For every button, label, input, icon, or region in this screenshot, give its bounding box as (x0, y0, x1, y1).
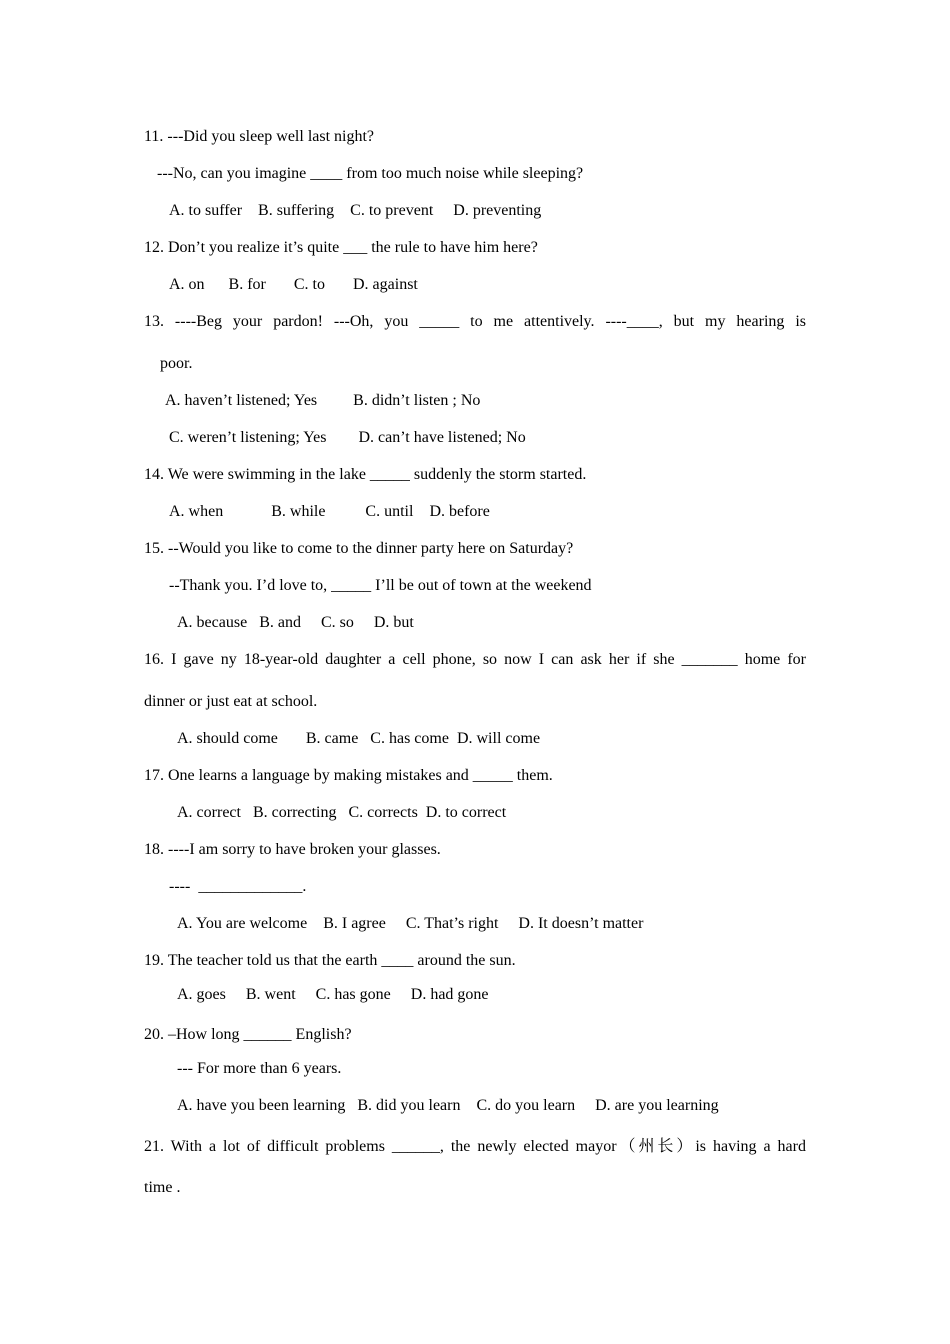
question-11-line2: ---No, can you imagine ____ from too much noise while sleeping? (157, 165, 584, 182)
question-20-stem: 20. –How long ______ English? (144, 1026, 352, 1043)
question-21-stem: 21. With a lot of difficult problems ______, the newly elected mayor（州长）is having a hard (144, 1138, 806, 1155)
question-16-continuation: dinner or just eat at school. (144, 693, 318, 710)
question-14-options: A. when B. while C. until D. before (169, 503, 490, 520)
question-17-stem: 17. One learns a language by making mistakes and _____ them. (144, 767, 553, 784)
question-15-line2: --Thank you. I’d love to, _____ I’ll be out of town at the weekend (169, 577, 592, 594)
question-20-line2: --- For more than 6 years. (177, 1060, 342, 1077)
question-13-options-1: A. haven’t listened; Yes B. didn’t listen ; No (165, 392, 481, 409)
question-21-continuation: time . (144, 1179, 181, 1196)
question-11-stem: 11. ---Did you sleep well last night? (144, 128, 375, 145)
question-18-stem: 18. ----I am sorry to have broken your glasses. (144, 841, 441, 858)
question-12-options: A. on B. for C. to D. against (169, 276, 418, 293)
question-19-stem: 19. The teacher told us that the earth ____ around the sun. (144, 952, 516, 969)
question-20-options: A. have you been learning B. did you learn C. do you learn D. are you learning (177, 1097, 719, 1114)
question-16-options: A. should come B. came C. has come D. will come (177, 730, 541, 747)
question-14-stem: 14. We were swimming in the lake _____ suddenly the storm started. (144, 466, 587, 483)
question-19-options: A. goes B. went C. has gone D. had gone (177, 986, 489, 1003)
question-18-line2: ---- _____________. (169, 878, 307, 895)
question-17-options: A. correct B. correcting C. corrects D. to correct (177, 804, 507, 821)
question-18-options: A. You are welcome B. I agree C. That’s right D. It doesn’t matter (177, 915, 644, 932)
question-13-continuation: poor. (160, 355, 193, 372)
question-13-options-2: C. weren’t listening; Yes D. can’t have listened; No (169, 429, 526, 446)
question-15-options: A. because B. and C. so D. but (177, 614, 414, 631)
question-12-stem: 12. Don’t you realize it’s quite ___ the rule to have him here? (144, 239, 538, 256)
question-15-stem: 15. --Would you like to come to the dinner party here on Saturday? (144, 540, 574, 557)
question-16-stem: 16. I gave ny 18-year-old daughter a cell phone, so now I can ask her if she _______ home for (144, 651, 806, 668)
question-13-stem: 13. ----Beg your pardon! ---Oh, you _____ to me attentively. ----____, but my hearing is (144, 313, 806, 330)
question-11-options: A. to suffer B. suffering C. to prevent D. preventing (169, 202, 542, 219)
